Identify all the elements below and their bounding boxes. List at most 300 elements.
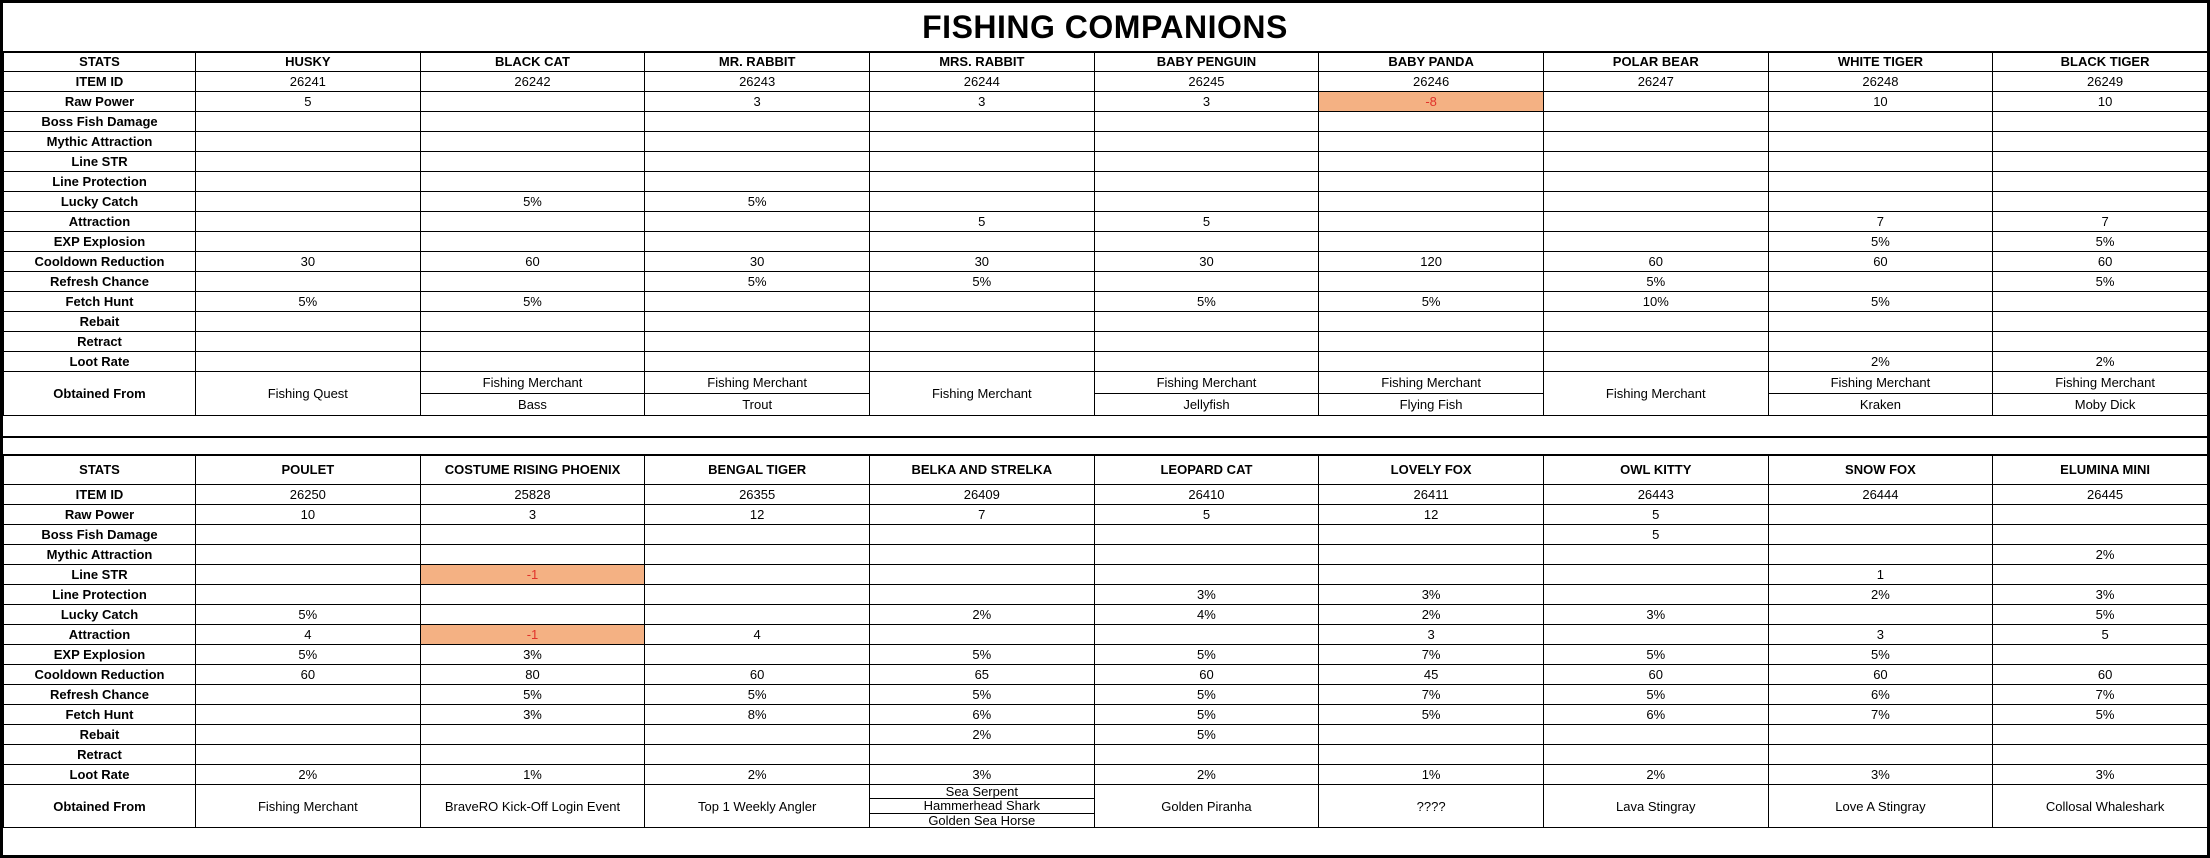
- stat-value-cell[interactable]: [1993, 192, 2210, 212]
- stat-value-cell[interactable]: [869, 565, 1094, 585]
- companion-name-cell[interactable]: OWL KITTY: [1543, 455, 1768, 485]
- stat-value-cell[interactable]: 3%: [1094, 585, 1319, 605]
- stat-value-cell[interactable]: [1094, 745, 1319, 765]
- stat-value-cell[interactable]: [1768, 152, 1993, 172]
- stat-value-cell[interactable]: [196, 212, 421, 232]
- stat-value-cell[interactable]: [196, 585, 421, 605]
- stat-value-cell[interactable]: [645, 585, 870, 605]
- stat-value-cell[interactable]: [196, 332, 421, 352]
- stat-value-cell[interactable]: [420, 312, 645, 332]
- stat-value-cell[interactable]: [1319, 745, 1544, 765]
- obtained-from-cell[interactable]: Love A Stingray: [1768, 785, 1993, 828]
- companion-name-cell[interactable]: BABY PANDA: [1319, 52, 1544, 72]
- stat-value-cell[interactable]: [196, 192, 421, 212]
- companion-name-cell[interactable]: COSTUME RISING PHOENIX: [420, 455, 645, 485]
- obtained-from-source[interactable]: Kraken: [1769, 393, 1993, 415]
- stat-value-cell[interactable]: [420, 272, 645, 292]
- stat-value-cell[interactable]: [1094, 172, 1319, 192]
- stat-value-cell[interactable]: 5%: [869, 685, 1094, 705]
- stat-value-cell[interactable]: 6%: [1768, 685, 1993, 705]
- obtained-from-cell[interactable]: [420, 372, 645, 416]
- stat-value-cell[interactable]: [869, 625, 1094, 645]
- stat-value-cell[interactable]: 5%: [1993, 272, 2210, 292]
- stat-value-cell[interactable]: 5%: [1543, 645, 1768, 665]
- stat-value-cell[interactable]: [645, 152, 870, 172]
- obtained-from-source[interactable]: Golden Sea Horse: [870, 813, 1094, 827]
- stat-value-cell[interactable]: 4: [196, 625, 421, 645]
- obtained-from-cell[interactable]: [1094, 372, 1319, 416]
- negative-stat-cell[interactable]: -1: [420, 565, 645, 585]
- obtained-from-source[interactable]: Trout: [645, 393, 869, 415]
- obtained-from-label-cell[interactable]: Obtained From: [4, 372, 196, 416]
- stat-value-cell[interactable]: 5%: [1768, 645, 1993, 665]
- stat-value-cell[interactable]: 2%: [869, 605, 1094, 625]
- stat-value-cell[interactable]: [645, 132, 870, 152]
- stat-value-cell[interactable]: 3%: [1319, 585, 1544, 605]
- obtained-from-source[interactable]: Sea Serpent: [945, 784, 1018, 800]
- stat-label-cell[interactable]: Line STR: [4, 565, 196, 585]
- stat-value-cell[interactable]: 30: [196, 252, 421, 272]
- stat-value-cell[interactable]: 5%: [1319, 705, 1544, 725]
- stat-value-cell[interactable]: [420, 605, 645, 625]
- companion-name-cell[interactable]: BENGAL TIGER: [645, 455, 870, 485]
- obtained-from-cell[interactable]: Fishing Merchant: [1543, 372, 1768, 416]
- stat-label-cell[interactable]: EXP Explosion: [4, 645, 196, 665]
- stat-value-cell[interactable]: [1319, 132, 1544, 152]
- stat-value-cell[interactable]: 2%: [1319, 605, 1544, 625]
- stat-label-cell[interactable]: ITEM ID: [4, 485, 196, 505]
- stat-value-cell[interactable]: 7: [1768, 212, 1993, 232]
- stat-value-cell[interactable]: [420, 132, 645, 152]
- stat-value-cell[interactable]: 5%: [1993, 705, 2210, 725]
- stat-value-cell[interactable]: [1319, 545, 1544, 565]
- stat-label-cell[interactable]: Mythic Attraction: [4, 132, 196, 152]
- stat-value-cell[interactable]: 26444: [1768, 485, 1993, 505]
- stat-label-cell[interactable]: Mythic Attraction: [4, 545, 196, 565]
- stat-value-cell[interactable]: [420, 152, 645, 172]
- stat-label-cell[interactable]: Rebait: [4, 312, 196, 332]
- companion-name-cell[interactable]: ELUMINA MINI: [1993, 455, 2210, 485]
- stat-value-cell[interactable]: [645, 525, 870, 545]
- stat-value-cell[interactable]: 7%: [1768, 705, 1993, 725]
- stat-value-cell[interactable]: 2%: [1543, 765, 1768, 785]
- negative-stat-cell[interactable]: -1: [420, 625, 645, 645]
- obtained-from-source[interactable]: Bass: [421, 393, 645, 415]
- stat-value-cell[interactable]: [869, 312, 1094, 332]
- obtained-from-source[interactable]: Fishing Merchant: [1830, 375, 1931, 390]
- stat-label-cell[interactable]: Attraction: [4, 212, 196, 232]
- stat-value-cell[interactable]: 5%: [420, 685, 645, 705]
- stat-value-cell[interactable]: [869, 232, 1094, 252]
- stat-value-cell[interactable]: [1543, 725, 1768, 745]
- stat-value-cell[interactable]: [1768, 272, 1993, 292]
- stat-value-cell[interactable]: [1993, 332, 2210, 352]
- stat-label-cell[interactable]: Retract: [4, 745, 196, 765]
- obtained-from-source[interactable]: Hammerhead Shark: [870, 798, 1094, 812]
- stat-value-cell[interactable]: [1319, 232, 1544, 252]
- stat-value-cell[interactable]: 5%: [196, 605, 421, 625]
- stat-label-cell[interactable]: Cooldown Reduction: [4, 252, 196, 272]
- stat-value-cell[interactable]: [645, 725, 870, 745]
- stat-value-cell[interactable]: [645, 352, 870, 372]
- stat-label-cell[interactable]: Lucky Catch: [4, 605, 196, 625]
- stat-value-cell[interactable]: [645, 312, 870, 332]
- stat-value-cell[interactable]: 8%: [645, 705, 870, 725]
- stat-value-cell[interactable]: [1543, 545, 1768, 565]
- stat-value-cell[interactable]: 7%: [1319, 645, 1544, 665]
- stat-value-cell[interactable]: [869, 352, 1094, 372]
- stat-value-cell[interactable]: 60: [1543, 252, 1768, 272]
- stats-header-cell[interactable]: STATS: [4, 455, 196, 485]
- obtained-from-cell[interactable]: Top 1 Weekly Angler: [645, 785, 870, 828]
- stat-value-cell[interactable]: [196, 725, 421, 745]
- stat-value-cell[interactable]: 25828: [420, 485, 645, 505]
- stat-value-cell[interactable]: 5: [1543, 505, 1768, 525]
- stat-value-cell[interactable]: [869, 172, 1094, 192]
- stat-value-cell[interactable]: 5: [1094, 212, 1319, 232]
- stat-value-cell[interactable]: 3%: [420, 645, 645, 665]
- stat-value-cell[interactable]: 26242: [420, 72, 645, 92]
- stat-value-cell[interactable]: [1543, 332, 1768, 352]
- stat-label-cell[interactable]: Line Protection: [4, 585, 196, 605]
- stat-value-cell[interactable]: 5%: [1543, 685, 1768, 705]
- stat-value-cell[interactable]: 3: [645, 92, 870, 112]
- stat-value-cell[interactable]: [1768, 505, 1993, 525]
- stat-value-cell[interactable]: [1319, 725, 1544, 745]
- obtained-from-source[interactable]: Fishing Merchant: [707, 375, 807, 390]
- stat-value-cell[interactable]: [869, 132, 1094, 152]
- companion-name-cell[interactable]: SNOW FOX: [1768, 455, 1993, 485]
- stat-value-cell[interactable]: 3: [1319, 625, 1544, 645]
- stat-value-cell[interactable]: 6%: [869, 705, 1094, 725]
- stat-value-cell[interactable]: 5%: [1094, 645, 1319, 665]
- stat-value-cell[interactable]: [1319, 565, 1544, 585]
- stat-value-cell[interactable]: [1543, 745, 1768, 765]
- stat-value-cell[interactable]: 5%: [869, 645, 1094, 665]
- stat-value-cell[interactable]: [1543, 232, 1768, 252]
- stat-label-cell[interactable]: Refresh Chance: [4, 685, 196, 705]
- stat-value-cell[interactable]: [1319, 192, 1544, 212]
- stat-value-cell[interactable]: 2%: [1768, 585, 1993, 605]
- stat-value-cell[interactable]: 4%: [1094, 605, 1319, 625]
- obtained-from-cell[interactable]: BraveRO Kick-Off Login Event: [420, 785, 645, 828]
- stat-value-cell[interactable]: [1768, 545, 1993, 565]
- stat-value-cell[interactable]: 5: [1543, 525, 1768, 545]
- stat-value-cell[interactable]: 1: [1768, 565, 1993, 585]
- stat-value-cell[interactable]: 5: [196, 92, 421, 112]
- stat-value-cell[interactable]: 60: [1094, 665, 1319, 685]
- stat-label-cell[interactable]: Loot Rate: [4, 765, 196, 785]
- stat-value-cell[interactable]: [1543, 132, 1768, 152]
- stat-value-cell[interactable]: [869, 192, 1094, 212]
- stat-value-cell[interactable]: 5%: [1768, 232, 1993, 252]
- stat-value-cell[interactable]: [1993, 132, 2210, 152]
- stat-value-cell[interactable]: 5%: [420, 292, 645, 312]
- stat-value-cell[interactable]: [1993, 152, 2210, 172]
- stat-value-cell[interactable]: 5%: [1319, 292, 1544, 312]
- stat-value-cell[interactable]: 2%: [869, 725, 1094, 745]
- stat-value-cell[interactable]: [196, 745, 421, 765]
- stat-label-cell[interactable]: Line STR: [4, 152, 196, 172]
- stat-value-cell[interactable]: 60: [1768, 252, 1993, 272]
- stat-value-cell[interactable]: [1094, 312, 1319, 332]
- stat-value-cell[interactable]: 10: [1768, 92, 1993, 112]
- stat-value-cell[interactable]: 10: [1993, 92, 2210, 112]
- stat-value-cell[interactable]: [645, 172, 870, 192]
- obtained-from-cell[interactable]: [645, 372, 870, 416]
- stat-value-cell[interactable]: [1768, 112, 1993, 132]
- stat-value-cell[interactable]: [1094, 192, 1319, 212]
- stat-label-cell[interactable]: Cooldown Reduction: [4, 665, 196, 685]
- stat-value-cell[interactable]: [1319, 272, 1544, 292]
- obtained-from-cell[interactable]: [1993, 372, 2210, 416]
- stat-value-cell[interactable]: 3: [1094, 92, 1319, 112]
- stat-value-cell[interactable]: [420, 725, 645, 745]
- stat-value-cell[interactable]: 26248: [1768, 72, 1993, 92]
- stat-value-cell[interactable]: [1543, 312, 1768, 332]
- stat-label-cell[interactable]: Fetch Hunt: [4, 705, 196, 725]
- stat-value-cell[interactable]: [645, 332, 870, 352]
- companion-name-cell[interactable]: BLACK TIGER: [1993, 52, 2210, 72]
- stat-value-cell[interactable]: 3%: [1543, 605, 1768, 625]
- stat-value-cell[interactable]: [196, 545, 421, 565]
- stat-value-cell[interactable]: [1993, 745, 2210, 765]
- stat-label-cell[interactable]: Attraction: [4, 625, 196, 645]
- stat-value-cell[interactable]: 3%: [1993, 585, 2210, 605]
- stat-value-cell[interactable]: [420, 332, 645, 352]
- stat-value-cell[interactable]: 26443: [1543, 485, 1768, 505]
- stat-value-cell[interactable]: 26355: [645, 485, 870, 505]
- obtained-from-cell[interactable]: Collosal Whaleshark: [1993, 785, 2210, 828]
- stat-value-cell[interactable]: [1094, 152, 1319, 172]
- stat-value-cell[interactable]: [1993, 525, 2210, 545]
- companion-name-cell[interactable]: WHITE TIGER: [1768, 52, 1993, 72]
- stat-value-cell[interactable]: 10%: [1543, 292, 1768, 312]
- stat-label-cell[interactable]: Loot Rate: [4, 352, 196, 372]
- obtained-from-cell[interactable]: ????: [1319, 785, 1544, 828]
- stat-value-cell[interactable]: [196, 352, 421, 372]
- stat-value-cell[interactable]: 60: [1768, 665, 1993, 685]
- stat-value-cell[interactable]: 5%: [1543, 272, 1768, 292]
- stat-value-cell[interactable]: [1094, 132, 1319, 152]
- stat-value-cell[interactable]: [1094, 352, 1319, 372]
- obtained-from-cell[interactable]: Lava Stingray: [1543, 785, 1768, 828]
- stat-value-cell[interactable]: 7: [869, 505, 1094, 525]
- stat-value-cell[interactable]: [1993, 292, 2210, 312]
- stat-value-cell[interactable]: [196, 525, 421, 545]
- stat-value-cell[interactable]: 7%: [1993, 685, 2210, 705]
- stat-value-cell[interactable]: [645, 565, 870, 585]
- stat-value-cell[interactable]: 3%: [1768, 765, 1993, 785]
- stat-value-cell[interactable]: 7: [1993, 212, 2210, 232]
- stat-value-cell[interactable]: [1768, 192, 1993, 212]
- stat-value-cell[interactable]: [420, 172, 645, 192]
- stat-value-cell[interactable]: [1543, 352, 1768, 372]
- stat-value-cell[interactable]: 5: [1993, 625, 2210, 645]
- stat-value-cell[interactable]: [1543, 152, 1768, 172]
- stat-value-cell[interactable]: [1768, 605, 1993, 625]
- companion-name-cell[interactable]: MR. RABBIT: [645, 52, 870, 72]
- stat-value-cell[interactable]: [1768, 172, 1993, 192]
- stat-value-cell[interactable]: 12: [1319, 505, 1544, 525]
- stat-value-cell[interactable]: [1768, 725, 1993, 745]
- stat-value-cell[interactable]: 5: [869, 212, 1094, 232]
- stat-value-cell[interactable]: [645, 112, 870, 132]
- stat-value-cell[interactable]: 5%: [420, 192, 645, 212]
- stat-value-cell[interactable]: 5%: [1993, 232, 2210, 252]
- stat-value-cell[interactable]: 5: [1094, 505, 1319, 525]
- stat-label-cell[interactable]: Rebait: [4, 725, 196, 745]
- stat-value-cell[interactable]: [420, 232, 645, 252]
- stat-value-cell[interactable]: 5%: [196, 645, 421, 665]
- stat-value-cell[interactable]: 2%: [1993, 545, 2210, 565]
- stat-value-cell[interactable]: [1993, 505, 2210, 525]
- obtained-from-source[interactable]: Jellyfish: [1095, 393, 1319, 415]
- stat-value-cell[interactable]: [1993, 645, 2210, 665]
- stat-value-cell[interactable]: 26410: [1094, 485, 1319, 505]
- stat-value-cell[interactable]: 5%: [1094, 705, 1319, 725]
- stat-label-cell[interactable]: Refresh Chance: [4, 272, 196, 292]
- stat-value-cell[interactable]: [1768, 525, 1993, 545]
- stat-label-cell[interactable]: Retract: [4, 332, 196, 352]
- stat-value-cell[interactable]: 5%: [196, 292, 421, 312]
- companion-name-cell[interactable]: BLACK CAT: [420, 52, 645, 72]
- obtained-from-cell[interactable]: Golden Piranha: [1094, 785, 1319, 828]
- stat-value-cell[interactable]: 60: [645, 665, 870, 685]
- stat-value-cell[interactable]: 12: [645, 505, 870, 525]
- stat-value-cell[interactable]: [1094, 272, 1319, 292]
- stat-value-cell[interactable]: 2%: [1993, 352, 2210, 372]
- stat-value-cell[interactable]: [420, 92, 645, 112]
- stat-value-cell[interactable]: [1319, 352, 1544, 372]
- stat-value-cell[interactable]: [1094, 232, 1319, 252]
- stat-value-cell[interactable]: 7%: [1319, 685, 1544, 705]
- obtained-from-cell[interactable]: Fishing Merchant: [869, 372, 1094, 416]
- stat-value-cell[interactable]: 5%: [1094, 685, 1319, 705]
- stat-value-cell[interactable]: 1%: [1319, 765, 1544, 785]
- stat-value-cell[interactable]: [1543, 212, 1768, 232]
- stat-value-cell[interactable]: 3%: [1993, 765, 2210, 785]
- stat-value-cell[interactable]: [1543, 172, 1768, 192]
- stat-value-cell[interactable]: [1768, 312, 1993, 332]
- stat-value-cell[interactable]: [1094, 545, 1319, 565]
- obtained-from-cell[interactable]: Fishing Merchant: [196, 785, 421, 828]
- stat-value-cell[interactable]: 30: [1094, 252, 1319, 272]
- stat-value-cell[interactable]: [645, 232, 870, 252]
- stat-value-cell[interactable]: 5%: [645, 192, 870, 212]
- stat-label-cell[interactable]: EXP Explosion: [4, 232, 196, 252]
- stat-value-cell[interactable]: 4: [645, 625, 870, 645]
- stat-value-cell[interactable]: [869, 745, 1094, 765]
- stat-value-cell[interactable]: [1993, 725, 2210, 745]
- stat-value-cell[interactable]: 3: [869, 92, 1094, 112]
- stat-value-cell[interactable]: [1319, 525, 1544, 545]
- stat-value-cell[interactable]: 5%: [1993, 605, 2210, 625]
- stat-value-cell[interactable]: [420, 352, 645, 372]
- stat-value-cell[interactable]: [196, 132, 421, 152]
- stat-label-cell[interactable]: Boss Fish Damage: [4, 525, 196, 545]
- companion-name-cell[interactable]: MRS. RABBIT: [869, 52, 1094, 72]
- stat-value-cell[interactable]: [1319, 332, 1544, 352]
- stat-value-cell[interactable]: 2%: [196, 765, 421, 785]
- stat-value-cell[interactable]: 5%: [869, 272, 1094, 292]
- obtained-from-source[interactable]: Fishing Merchant: [1156, 375, 1257, 390]
- stat-value-cell[interactable]: 5%: [1094, 292, 1319, 312]
- stat-value-cell[interactable]: 60: [420, 252, 645, 272]
- stat-value-cell[interactable]: 45: [1319, 665, 1544, 685]
- stat-value-cell[interactable]: [645, 745, 870, 765]
- stat-value-cell[interactable]: [1768, 332, 1993, 352]
- obtained-from-source[interactable]: Fishing Merchant: [482, 375, 583, 390]
- stat-value-cell[interactable]: 26409: [869, 485, 1094, 505]
- stat-value-cell[interactable]: [1319, 112, 1544, 132]
- stat-value-cell[interactable]: 10: [196, 505, 421, 525]
- stat-value-cell[interactable]: 5%: [1768, 292, 1993, 312]
- stat-value-cell[interactable]: [196, 272, 421, 292]
- stat-value-cell[interactable]: [420, 212, 645, 232]
- stat-value-cell[interactable]: [1319, 312, 1544, 332]
- stat-value-cell[interactable]: 60: [1993, 252, 2210, 272]
- stat-label-cell[interactable]: Raw Power: [4, 92, 196, 112]
- stat-value-cell[interactable]: [420, 585, 645, 605]
- stat-value-cell[interactable]: 26445: [1993, 485, 2210, 505]
- stat-value-cell[interactable]: [1094, 525, 1319, 545]
- stat-value-cell[interactable]: [645, 645, 870, 665]
- obtained-from-label-cell[interactable]: Obtained From: [4, 785, 196, 828]
- stat-value-cell[interactable]: 26243: [645, 72, 870, 92]
- stat-value-cell[interactable]: [1543, 625, 1768, 645]
- stat-value-cell[interactable]: 60: [1993, 665, 2210, 685]
- companion-name-cell[interactable]: POULET: [196, 455, 421, 485]
- stat-label-cell[interactable]: Fetch Hunt: [4, 292, 196, 312]
- stat-label-cell[interactable]: Lucky Catch: [4, 192, 196, 212]
- obtained-from-cell[interactable]: [1319, 372, 1544, 416]
- stat-label-cell[interactable]: Line Protection: [4, 172, 196, 192]
- companion-name-cell[interactable]: BABY PENGUIN: [1094, 52, 1319, 72]
- stat-value-cell[interactable]: 26250: [196, 485, 421, 505]
- stat-value-cell[interactable]: 2%: [1768, 352, 1993, 372]
- negative-stat-cell[interactable]: -8: [1319, 92, 1544, 112]
- stat-value-cell[interactable]: [1993, 312, 2210, 332]
- stat-value-cell[interactable]: [645, 605, 870, 625]
- stat-value-cell[interactable]: 30: [645, 252, 870, 272]
- stat-value-cell[interactable]: 6%: [1543, 705, 1768, 725]
- stat-value-cell[interactable]: [869, 152, 1094, 172]
- stat-value-cell[interactable]: 2%: [1094, 765, 1319, 785]
- stat-value-cell[interactable]: [1543, 585, 1768, 605]
- stat-value-cell[interactable]: [1319, 172, 1544, 192]
- companion-name-cell[interactable]: LEOPARD CAT: [1094, 455, 1319, 485]
- stat-value-cell[interactable]: [196, 312, 421, 332]
- stat-value-cell[interactable]: 26246: [1319, 72, 1544, 92]
- stat-value-cell[interactable]: 26244: [869, 72, 1094, 92]
- stat-value-cell[interactable]: [1543, 565, 1768, 585]
- stat-value-cell[interactable]: 60: [196, 665, 421, 685]
- stat-value-cell[interactable]: [420, 112, 645, 132]
- stat-value-cell[interactable]: [1319, 152, 1544, 172]
- obtained-from-cell[interactable]: [1768, 372, 1993, 416]
- obtained-from-source[interactable]: Moby Dick: [1993, 393, 2210, 415]
- stat-value-cell[interactable]: [869, 585, 1094, 605]
- stat-value-cell[interactable]: [420, 525, 645, 545]
- stat-value-cell[interactable]: [1543, 92, 1768, 112]
- stat-value-cell[interactable]: [420, 745, 645, 765]
- stat-value-cell[interactable]: 80: [420, 665, 645, 685]
- stat-value-cell[interactable]: [196, 152, 421, 172]
- stat-value-cell[interactable]: 26241: [196, 72, 421, 92]
- stat-value-cell[interactable]: [1993, 172, 2210, 192]
- stat-value-cell[interactable]: 2%: [645, 765, 870, 785]
